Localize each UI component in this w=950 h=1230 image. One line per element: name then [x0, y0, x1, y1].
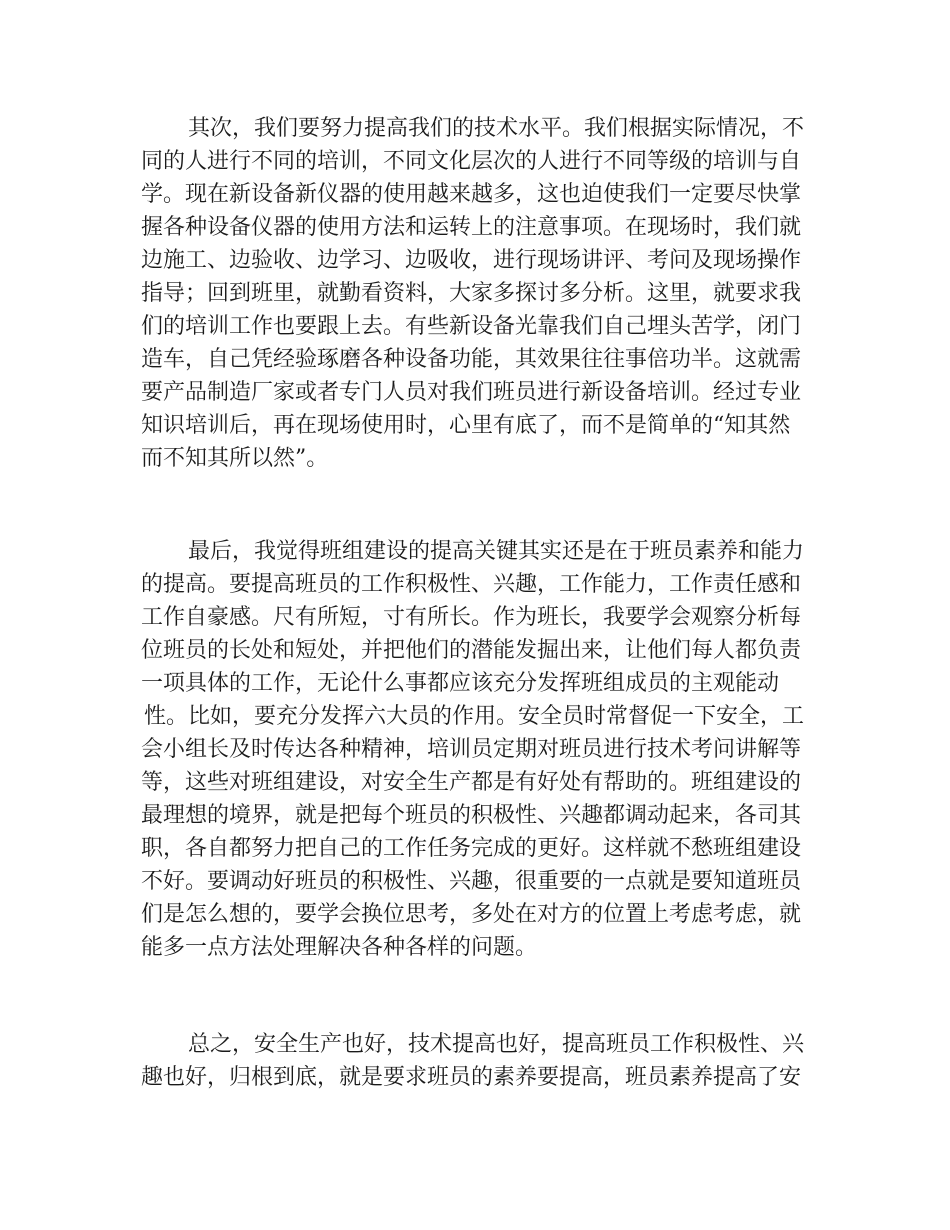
text-line: 职，各自都努力把自己的工作任务完成的更好。这样就不愁班组建设	[141, 836, 802, 861]
text-line: 一项具体的工作，无论什么事都应该充分发挥班组成员的主观能动	[141, 671, 780, 696]
text-line: 等，这些对班组建设，对安全生产都是有好处有帮助的。班组建设的	[141, 770, 802, 795]
text-line: 知识培训后，再在现场使用时，心里有底了，而不是简单的“知其然	[141, 413, 791, 438]
text-line: 造车，自己凭经验琢磨各种设备功能，其效果往往事倍功半。这就需	[141, 347, 802, 372]
text-line: 总之，安全生产也好，技术提高也好，提高班员工作积极性、兴	[188, 1032, 805, 1057]
text-line: 指导；回到班里，就勤看资料，大家多探讨多分析。这里，就要求我	[141, 281, 802, 306]
text-line: 同的人进行不同的培训，不同文化层次的人进行不同等级的培训与自	[141, 149, 802, 174]
text-line: 趣也好，归根到底，就是要求班员的素养要提高，班员素养提高了安	[141, 1065, 802, 1090]
text-line: 不好。要调动好班员的积极性、兴趣，很重要的一点就是要知道班员	[141, 869, 802, 894]
text-line: 要产品制造厂家或者专门人员对我们班员进行新设备培训。经过专业	[141, 380, 802, 405]
text-line: 最后，我觉得班组建设的提高关键其实还是在于班员素养和能力	[188, 539, 805, 564]
text-line: 们的培训工作也要跟上去。有些新设备光靠我们自己埋头苦学，闭门	[141, 314, 802, 339]
text-line: 的提高。要提高班员的工作积极性、兴趣，工作能力，工作责任感和	[141, 572, 802, 597]
text-line: 们是怎么想的，要学会换位思考，多处在对方的位置上考虑考虑，就	[141, 902, 802, 927]
text-line: 边施工、边验收、边学习、边吸收，进行现场讲评、考问及现场操作	[141, 248, 802, 273]
text-line: 位班员的长处和短处，并把他们的潜能发掘出来，让他们每人都负责	[141, 638, 802, 663]
paragraph-technical-skills	[141, 112, 805, 475]
paragraph-team-members	[141, 535, 805, 964]
text-line: 最理想的境界，就是把每个班员的积极性、兴趣都调动起来，各司其	[141, 803, 802, 828]
text-line: 性。比如，要充分发挥六大员的作用。安全员时常督促一下安全，工	[144, 704, 805, 729]
text-line: 学。现在新设备新仪器的使用越来越多，这也迫使我们一定要尽快掌	[141, 182, 802, 207]
paragraph-conclusion	[141, 1028, 805, 1094]
text-line: 而不知其所以然”。	[141, 446, 329, 471]
text-line: 会小组长及时传达各种精神，培训员定期对班员进行技术考问讲解等	[141, 737, 802, 762]
text-line: 握各种设备仪器的使用方法和运转上的注意事项。在现场时，我们就	[141, 215, 802, 240]
text-line: 工作自豪感。尺有所短，寸有所长。作为班长，我要学会观察分析每	[141, 605, 802, 630]
text-line: 其次，我们要努力提高我们的技术水平。我们根据实际情况，不	[188, 116, 805, 141]
text-line: 能多一点方法处理解决各种各样的问题。	[141, 935, 538, 960]
